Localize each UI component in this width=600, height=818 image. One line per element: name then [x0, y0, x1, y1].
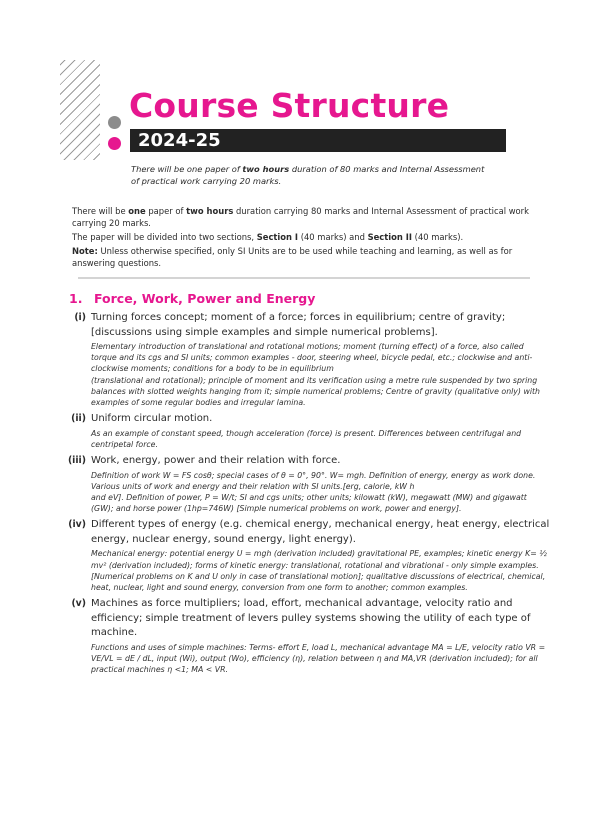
detail-line: (translational and rotational); principle of moment and its verification using a metre rule suspended by two spring balances with slotted weights hanging from it; simple numerical problems; Centre of gravity (qualitative only) with examples of some regular bodies and irregular lamina.	[91, 375, 540, 408]
item-detail	[91, 341, 551, 408]
detail-line: and eV]. Definition of power, P = W/t; SI and cgs units; other units; kilowatt (kW), megawatt (MW) and gigawatt (GW); and horse power (1hp=746W) [Simple numerical problems on work, power and energy].	[91, 493, 527, 514]
text: There will be	[72, 206, 129, 216]
topic-item	[62, 311, 552, 408]
decorative-hatch-pattern	[60, 60, 100, 160]
topic-item	[62, 412, 552, 450]
item-label: (ii)	[71, 413, 86, 425]
text: duration carrying 80 marks and Internal Assessment of practical work carrying 20 marks.	[72, 206, 529, 228]
item-body	[91, 518, 551, 593]
pink-dot-icon	[108, 137, 121, 150]
detail-line: As an example of constant speed, though acceleration (force) is present. Differences between centrifugal and centripetal force.	[91, 428, 522, 449]
topic-item	[62, 454, 552, 514]
paragraph-paper-info	[72, 205, 542, 229]
grey-dot-icon	[108, 116, 121, 129]
item-detail	[91, 428, 551, 450]
year-banner	[130, 129, 506, 152]
text: Unless otherwise specified, only SI Units are to be used while teaching and learning, as well as for answering questions.	[72, 246, 513, 268]
item-topic: Work, energy, power and their relation with force.	[91, 455, 341, 467]
page-header	[0, 0, 600, 158]
detail-line: Definition of work W = FS cosθ; special cases of θ = 0°, 90°. W= mgh. Definition of energy, energy as work done. Various units of work and energy and their relation with SI units.[erg, calorie, kW h	[91, 470, 536, 491]
item-body	[91, 412, 551, 450]
page-title: Course Structure	[129, 86, 450, 125]
bold-text: one	[128, 206, 146, 216]
item-detail	[91, 642, 551, 676]
item-detail	[91, 548, 551, 593]
item-label: (iii)	[67, 455, 86, 467]
note-label: Note:	[72, 246, 98, 256]
item-label: (i)	[74, 312, 86, 323]
divider	[78, 277, 530, 279]
item-label: (v)	[71, 598, 86, 610]
intro-text-1: There will be one paper of	[131, 164, 243, 174]
bold-text: Section II	[367, 232, 413, 242]
text: (40 marks).	[412, 232, 464, 242]
text: (40 marks) and	[298, 232, 368, 242]
topic-item	[62, 597, 552, 675]
intro-note	[131, 163, 491, 187]
text: paper of	[145, 206, 187, 216]
item-topic: Turning forces concept; moment of a force; forces in equilibrium; centre of gravity; [discussions using simple examples and simple numerical problems].	[91, 312, 506, 338]
topic-item	[62, 518, 552, 593]
item-topic: Machines as force multipliers; load, effort, mechanical advantage, velocity ratio and efficiency; simple treatment of levers pulley systems showing the utility of each type of machine.	[91, 598, 531, 639]
text: The paper will be divided into two sections,	[72, 232, 257, 242]
page-content	[0, 163, 600, 675]
item-label: (iv)	[68, 519, 86, 531]
bold-text: two hours	[186, 206, 234, 216]
item-topic: Uniform circular motion.	[91, 413, 213, 425]
intro-text-2: duration of 80 marks and Internal Assessment of practical work carrying 20 marks.	[131, 164, 485, 186]
section-title: Force, Work, Power and Energy	[94, 291, 316, 306]
item-detail	[91, 470, 551, 515]
bold-text: Section I	[256, 232, 299, 242]
item-body	[91, 311, 551, 408]
paragraph-note	[72, 245, 542, 269]
year-label: 2024-25	[138, 130, 221, 151]
detail-line: Mechanical energy: potential energy U = mgh (derivation included) gravitational PE, examples; kinetic energy K= ½ mv² (derivation included); forms of kinetic energy: translational, rotational and vibrational - only simple examples. [Numerical problems on K and U only in case of translational motion]; qualitative discussions of electrical, chemical, heat, nuclear, light and sound energy, conversion from one form to another; common examples.	[91, 549, 547, 593]
detail-line: Functions and uses of simple machines: Terms- effort E, load L, mechanical advantage MA = L/E, velocity ratio VR = VE/VL = dE / dL, input (Wi), output (Wo), efficiency (η), relation between η and MA,VR (derivation included); for all practical machines η <1; MA < VR.	[91, 642, 546, 675]
item-body	[91, 454, 551, 514]
item-topic: Different types of energy (e.g. chemical energy, mechanical energy, heat energy, electrical energy, nuclear energy, sound energy, light energy).	[91, 519, 550, 545]
intro-bold: two hours	[242, 164, 290, 174]
section-heading	[69, 291, 600, 307]
section-number: 1.	[69, 291, 83, 306]
paragraph-sections	[72, 231, 542, 243]
item-body	[91, 597, 551, 675]
detail-line: Elementary introduction of translational and rotational motions; moment (turning effect) of a force, also called torque and its cgs and SI units; common examples - door, steering wheel, bicycle pedal, etc.; clockwise and anti-clockwise moments; conditions for a body to be in equilibrium	[91, 342, 533, 374]
